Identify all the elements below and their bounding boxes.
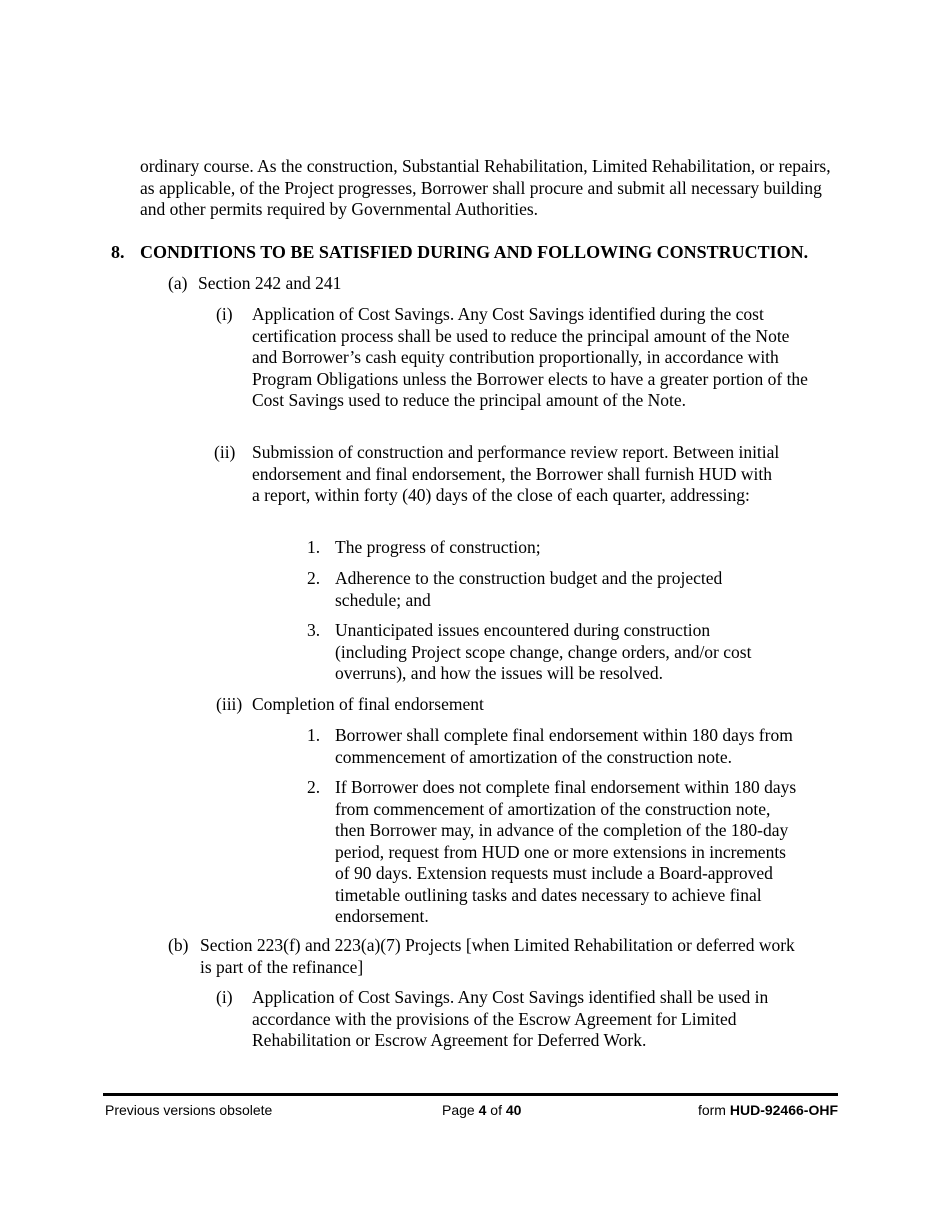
page-of: of	[490, 1102, 502, 1118]
page-prefix: Page	[442, 1102, 475, 1118]
footer-left-note: Previous versions obsolete	[105, 1102, 273, 1118]
list-item	[216, 304, 816, 434]
list-item	[216, 694, 816, 716]
footer-form-id	[698, 1101, 838, 1119]
list-item	[216, 987, 816, 1053]
section-title: CONDITIONS TO BE SATISFIED DURING AND FOLLOWING CONSTRUCTION.	[140, 242, 809, 262]
numbered-item-label: 2.	[307, 777, 321, 797]
numbered-item	[307, 537, 807, 559]
page-current: 4	[478, 1102, 487, 1118]
subsection-b-title: Section 223(f) and 223(a)(7) Projects [when Limited Rehabilitation or deferred work is part of the refinance]	[200, 935, 795, 977]
item-text: Application of Cost Savings. Any Cost Savings identified shall be used in accordance with the provisions of the Escrow Agreement for Limited Rehabilitation or Escrow Agreement for Deferred Work.	[252, 987, 769, 1050]
numbered-item-text: Borrower shall complete final endorsement within 180 days from commencement of amortization of the construction note.	[335, 725, 793, 767]
section-number: 8.	[111, 242, 125, 262]
footer-page-number	[442, 1101, 521, 1119]
subsection-a-label: (a)	[168, 273, 188, 293]
numbered-item	[307, 568, 807, 612]
numbered-item-label: 1.	[307, 725, 321, 745]
item-label: (ii)	[214, 442, 236, 462]
subsection-a-heading	[168, 273, 341, 295]
list-item	[214, 442, 814, 532]
numbered-item-label: 1.	[307, 537, 321, 557]
intro-paragraph: ordinary course. As the construction, Substantial Rehabilitation, Limited Rehabilitation, or repairs, as applicable, of the Project progresses, Borrower shall procure and submit all necessary building and other permits required by Governmental Authorities.	[140, 156, 831, 219]
form-prefix: form	[697, 1102, 726, 1118]
numbered-item-text: Unanticipated issues encountered during construction (including Project scope change, change orders, and/or cost overruns), and how the issues will be resolved.	[335, 620, 752, 683]
numbered-item	[307, 725, 807, 769]
item-label: (i)	[216, 304, 233, 324]
item-text: Application of Cost Savings. Any Cost Savings identified during the cost certification process shall be used to reduce the principal amount of the Note and Borrower’s cash equity contribution proportionally, in accordance with Program Obligations unless the Borrower elects to have a greater portion of the Cost Savings used to reduce the principal amount of the Note.	[252, 304, 808, 410]
footer-rule	[103, 1093, 838, 1096]
numbered-item-label: 2.	[307, 568, 321, 588]
numbered-item-text: Adherence to the construction budget and the projected schedule; and	[335, 568, 723, 610]
item-label: (i)	[216, 987, 233, 1007]
subsection-a-title: Section 242 and 241	[198, 273, 342, 293]
numbered-item	[307, 777, 807, 927]
item-text: Completion of final endorsement	[252, 694, 484, 714]
numbered-item-text: If Borrower does not complete final endorsement within 180 days from commencement of amortization of the construction note, then Borrower may, in advance of the completion of the 180-day period, request from HUD one or more extensions in increments of 90 days. Extension requests must include a Board-approved timetable outlining tasks and dates necessary to achieve final endorsement.	[335, 777, 797, 926]
numbered-item-label: 3.	[307, 620, 321, 640]
item-label: (iii)	[216, 694, 243, 714]
item-text: Submission of construction and performance review report. Between initial endorsement and final endorsement, the Borrower shall furnish HUD with a report, within forty (40) days of the close of each quarter, addressing:	[252, 442, 780, 505]
section-heading	[111, 242, 808, 264]
numbered-item-text: The progress of construction;	[335, 537, 541, 557]
subsection-b-label: (b)	[168, 935, 189, 955]
subsection-b-heading	[168, 935, 818, 979]
form-number: HUD-92466-OHF	[729, 1102, 838, 1118]
page-total: 40	[505, 1102, 522, 1118]
numbered-item	[307, 620, 807, 686]
